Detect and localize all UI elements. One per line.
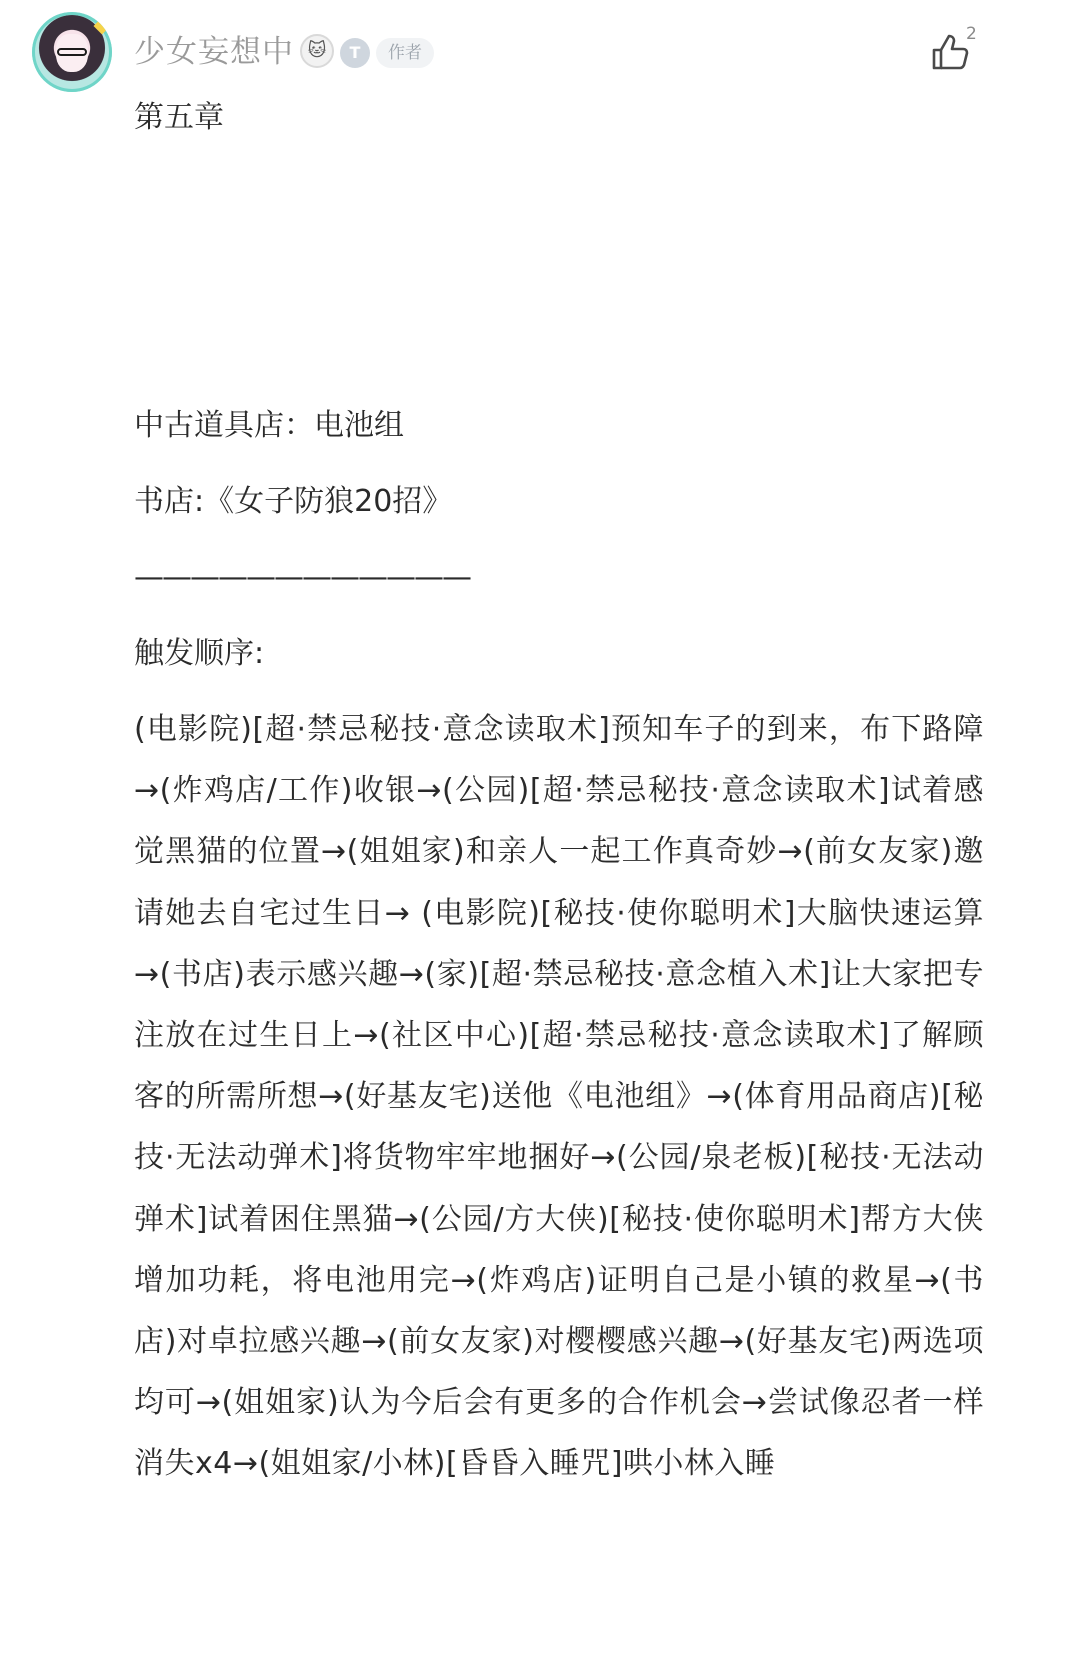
spacer	[134, 525, 984, 555]
avatar-glasses	[57, 48, 87, 56]
spacer	[134, 601, 984, 631]
avatar-star	[94, 18, 111, 35]
author-tag: 作者	[376, 38, 434, 68]
post-content	[134, 95, 984, 1495]
spacer	[134, 141, 984, 403]
spacer	[134, 677, 984, 699]
chapter-title: 第五章	[134, 100, 224, 135]
avatar[interactable]	[32, 12, 112, 92]
trigger-sequence-text: (电影院)[超·禁忌秘技·意念读取术]预知车子的到来，布下路障→(炸鸡店/工作)收银→(公园)[超·禁忌秘技·意念读取术]试着感觉黑猫的位置→(姐姐家)和亲人一起工作真奇妙→(前女友家)邀请她去自宅过生日→ (电影院)[秘技·使你聪明术]大脑快速运算→(书店)表示感兴趣→(家)[超·禁忌秘技·意念植入术]让大家把专注放在过生日上→(社区中心)[超·禁忌秘技·意念读取术]了解顾客的所需所想→(好基友宅)送他《电池组》→(体育用品商店)[秘技·无法动弹术]将货物牢牢地捆好→(公园/泉老板)[秘技·无法动弹术]试着困住黑猫→(公园/方大侠)[秘技·使你聪明术]帮方大侠增加功耗，将电池用完→(炸鸡店)证明自己是小镇的救星→(书店)对卓拉感兴趣→(前女友家)对樱樱感兴趣→(好基友宅)两选项均可→(姐姐家)认为今后会有更多的合作机会→尝试像忍者一样消失x4→(姐姐家/小林)[昏昏入睡咒]哄小林入睡	[134, 712, 984, 1482]
cat-badge-icon[interactable]: 🐱	[300, 34, 334, 68]
spacer	[134, 449, 984, 479]
shop-line-1: 中古道具店：电池组	[134, 408, 404, 443]
level-badge-icon[interactable]: T	[340, 38, 370, 68]
like-count: 2	[966, 24, 977, 44]
post-header	[0, 0, 1079, 110]
trigger-order-label: 触发顺序:	[134, 636, 265, 671]
username[interactable]: 少女妄想中	[134, 34, 294, 70]
shop-line-2: 书店:《女子防狼20招》	[134, 484, 453, 519]
divider-line: ————————————	[134, 560, 470, 595]
